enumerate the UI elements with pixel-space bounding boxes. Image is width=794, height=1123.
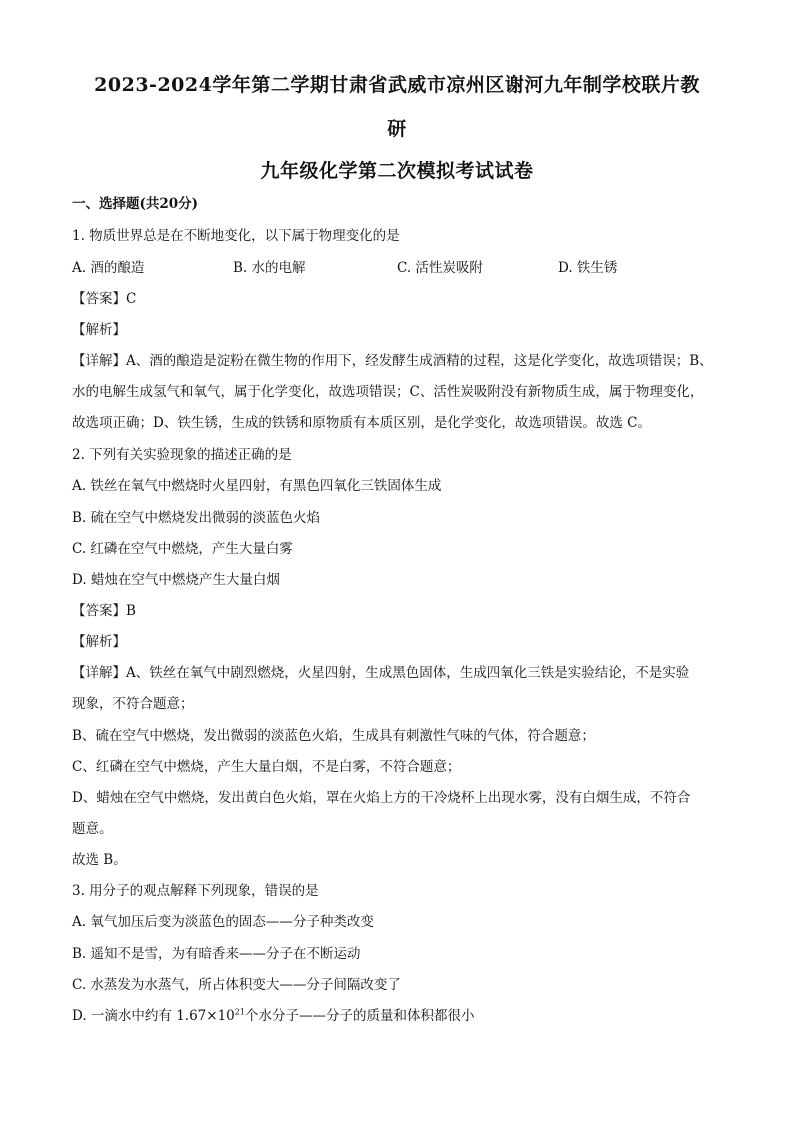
q1-detail-line: 【详解】A、酒的酿造是淀粉在微生物的作用下，经发酵生成酒精的过程，这是化学变化，故选项错误；B、: [72, 353, 713, 369]
q2-detail-line: C、红磷在空气中燃烧，产生大量白烟，不是白雾，不符合题意；: [72, 759, 461, 775]
q1-detail-line: 水的电解生成氢气和氧气，属于化学变化，故选项错误；C、活性炭吸附没有新物质生成，属于物理变化，: [72, 384, 704, 400]
q2-detail-line: 题意。: [72, 821, 113, 837]
q3-option-d-exponent: 21: [234, 1007, 245, 1017]
q2-detail-line: 【详解】A、铁丝在氧气中剧烈燃烧，火星四射，生成黑色固体，生成四氧化三铁是实验结论，不是实验: [72, 665, 690, 681]
q2-option-c: C. 红磷在空气中燃烧，产生大量白雾: [72, 541, 293, 557]
q3-option-b: B. 遥知不是雪，为有暗香来——分子在不断运动: [72, 946, 361, 962]
q3-option-c: C. 水蒸发为水蒸气，所占体积变大——分子间隔改变了: [72, 977, 401, 993]
exam-title-line2: 研: [387, 118, 407, 140]
q3-option-d: [72, 1004, 474, 1024]
q1-analysis-label: 【解析】: [72, 322, 126, 338]
q2-detail-line: D、蜡烛在空气中燃烧，发出黄白色火焰，罩在火焰上方的干冷烧杯上出现水雾，没有白烟生成，不符合: [72, 790, 691, 806]
q2-stem: 2. 下列有关实验现象的描述正确的是: [72, 447, 292, 463]
q3-option-a: A. 氧气加压后变为淡蓝色的固态——分子种类改变: [72, 914, 374, 930]
section-heading: 一、选择题(共20分): [72, 196, 199, 212]
q3-stem: 3. 用分子的观点解释下列现象，错误的是: [72, 883, 319, 899]
q2-answer: 【答案】B: [72, 603, 136, 619]
q1-stem: 1. 物质世界总是在不断地变化，以下属于物理变化的是: [72, 228, 400, 244]
exam-title-line1: 2023-2024学年第二学期甘肃省武威市凉州区谢河九年制学校联片教: [94, 74, 700, 96]
q1-option-c: C. 活性炭吸附: [397, 260, 483, 276]
q3-option-d-prefix: D. 一滴水中约有 1.67×10: [72, 1008, 235, 1024]
q1-option-d: D. 铁生锈: [558, 260, 618, 276]
q2-option-d: D. 蜡烛在空气中燃烧产生大量白烟: [72, 572, 280, 588]
q1-option-b: B. 水的电解: [233, 260, 306, 276]
q1-answer: 【答案】C: [72, 291, 137, 307]
q3-option-d-suffix: 个水分子——分子的质量和体积都很小: [244, 1008, 475, 1024]
q2-analysis-label: 【解析】: [72, 634, 126, 650]
q2-option-b: B. 硫在空气中燃烧发出微弱的淡蓝色火焰: [72, 510, 321, 526]
exam-subtitle: 九年级化学第二次模拟考试试卷: [260, 160, 534, 182]
q1-option-a: A. 酒的酿造: [72, 260, 145, 276]
q1-detail-line: 故选项正确；D、铁生锈，生成的铁锈和原物质有本质区别，是化学变化，故选项错误。故选 C。: [72, 415, 651, 431]
q2-detail-line: 现象，不符合题意；: [72, 696, 194, 712]
q2-detail-line: 故选 B。: [72, 852, 127, 868]
q2-detail-line: B、硫在空气中燃烧，发出微弱的淡蓝色火焰，生成具有刺激性气味的气体，符合题意；: [72, 728, 595, 744]
q2-option-a: A. 铁丝在氧气中燃烧时火星四射，有黑色四氧化三铁固体生成: [72, 478, 442, 494]
